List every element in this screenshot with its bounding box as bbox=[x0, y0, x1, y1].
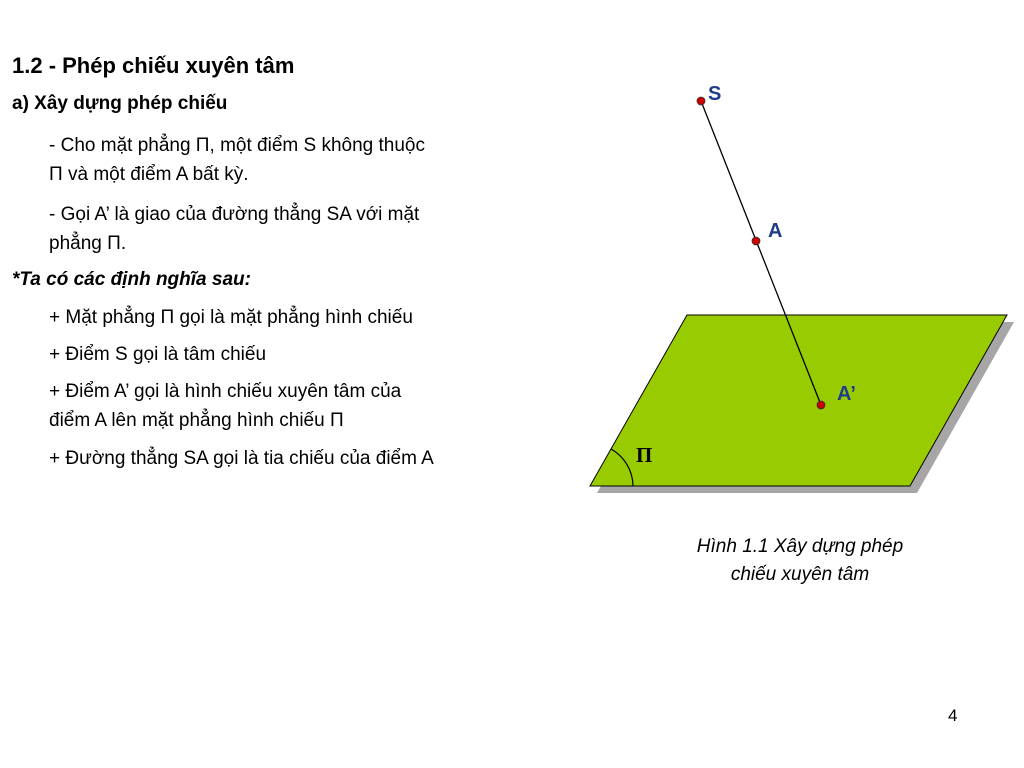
figure-caption-line-1: Hình 1.1 Xây dựng phép bbox=[696, 536, 904, 557]
figure-caption bbox=[600, 533, 1000, 589]
point-a-prime bbox=[817, 401, 825, 409]
section-subtitle: a) Xây dựng phép chiếu bbox=[12, 93, 228, 114]
point-s-label: S bbox=[708, 83, 722, 105]
paragraph-intersection-line-2: phẳng Π. bbox=[49, 233, 127, 254]
plane-label: Π bbox=[636, 443, 653, 467]
projection-plane bbox=[590, 315, 1007, 486]
paragraph-given-line-1: - Cho mặt phẳng Π, một điểm S không thuộc bbox=[49, 135, 425, 156]
point-a-label: A bbox=[768, 220, 783, 242]
point-a bbox=[752, 237, 760, 245]
point-a-prime-label: A’ bbox=[837, 383, 856, 405]
definitions-heading: *Ta có các định nghĩa sau: bbox=[12, 269, 251, 290]
definition-projection-plane: + Mặt phẳng Π gọi là mặt phẳng hình chiếu bbox=[49, 307, 413, 328]
point-s bbox=[697, 97, 705, 105]
definition-central-projection-line-1: + Điểm A’ gọi là hình chiếu xuyên tâm của bbox=[49, 381, 402, 402]
paragraph-given-line-2: Π và một điểm A bất kỳ. bbox=[49, 164, 249, 185]
paragraph-intersection-line-1: - Gọi A’ là giao của đường thẳng SA với mặt bbox=[49, 204, 420, 225]
slide-title: 1.2 - Phép chiếu xuyên tâm bbox=[12, 53, 295, 78]
definition-center: + Điểm S gọi là tâm chiếu bbox=[49, 344, 267, 365]
figure-caption-line-2: chiếu xuyên tâm bbox=[730, 564, 870, 585]
definition-central-projection-line-2: điểm A lên mặt phẳng hình chiếu Π bbox=[49, 410, 344, 431]
definition-projection-ray: + Đường thẳng SA gọi là tia chiếu của điểm A bbox=[49, 448, 434, 469]
page-number: 4 bbox=[948, 706, 958, 725]
